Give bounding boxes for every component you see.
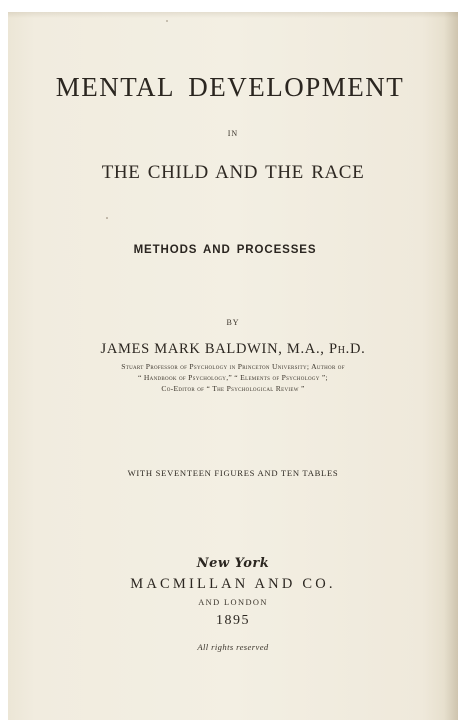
connector-by: BY [226,318,240,327]
paper-speck [106,217,108,219]
paper-speck [166,20,168,22]
author-credential-line: “ Handbook of Psychology,” “ Elements of Psychology ”; [138,373,328,382]
publication-city: New York [196,556,270,571]
page-top-shadow [8,12,458,18]
author-credential-line: Stuart Professor of Psychology in Princeton University; Author of [121,362,345,371]
book-subtitle: THE CHILD AND THE RACE [101,162,365,183]
rights-notice: All rights reserved [197,642,269,652]
publisher-location: AND LONDON [198,598,268,607]
author-credential-line: Co-Editor of “ The Psychological Review ” [161,384,305,393]
title-page [8,12,458,720]
author-line [8,341,458,358]
author-degree: Ph.D. [328,341,366,357]
figures-note: WITH SEVENTEEN FIGURES AND TEN TABLES [127,468,339,478]
connector-in: IN [227,129,239,138]
book-title: MENTAL DEVELOPMENT [55,72,405,102]
author-name: JAMES MARK BALDWIN, M.A., [100,341,329,357]
methods-heading: METHODS AND PROCESSES [133,244,317,256]
publication-year: 1895 [216,613,250,628]
publisher-name: MACMILLAN AND CO. [130,576,336,592]
